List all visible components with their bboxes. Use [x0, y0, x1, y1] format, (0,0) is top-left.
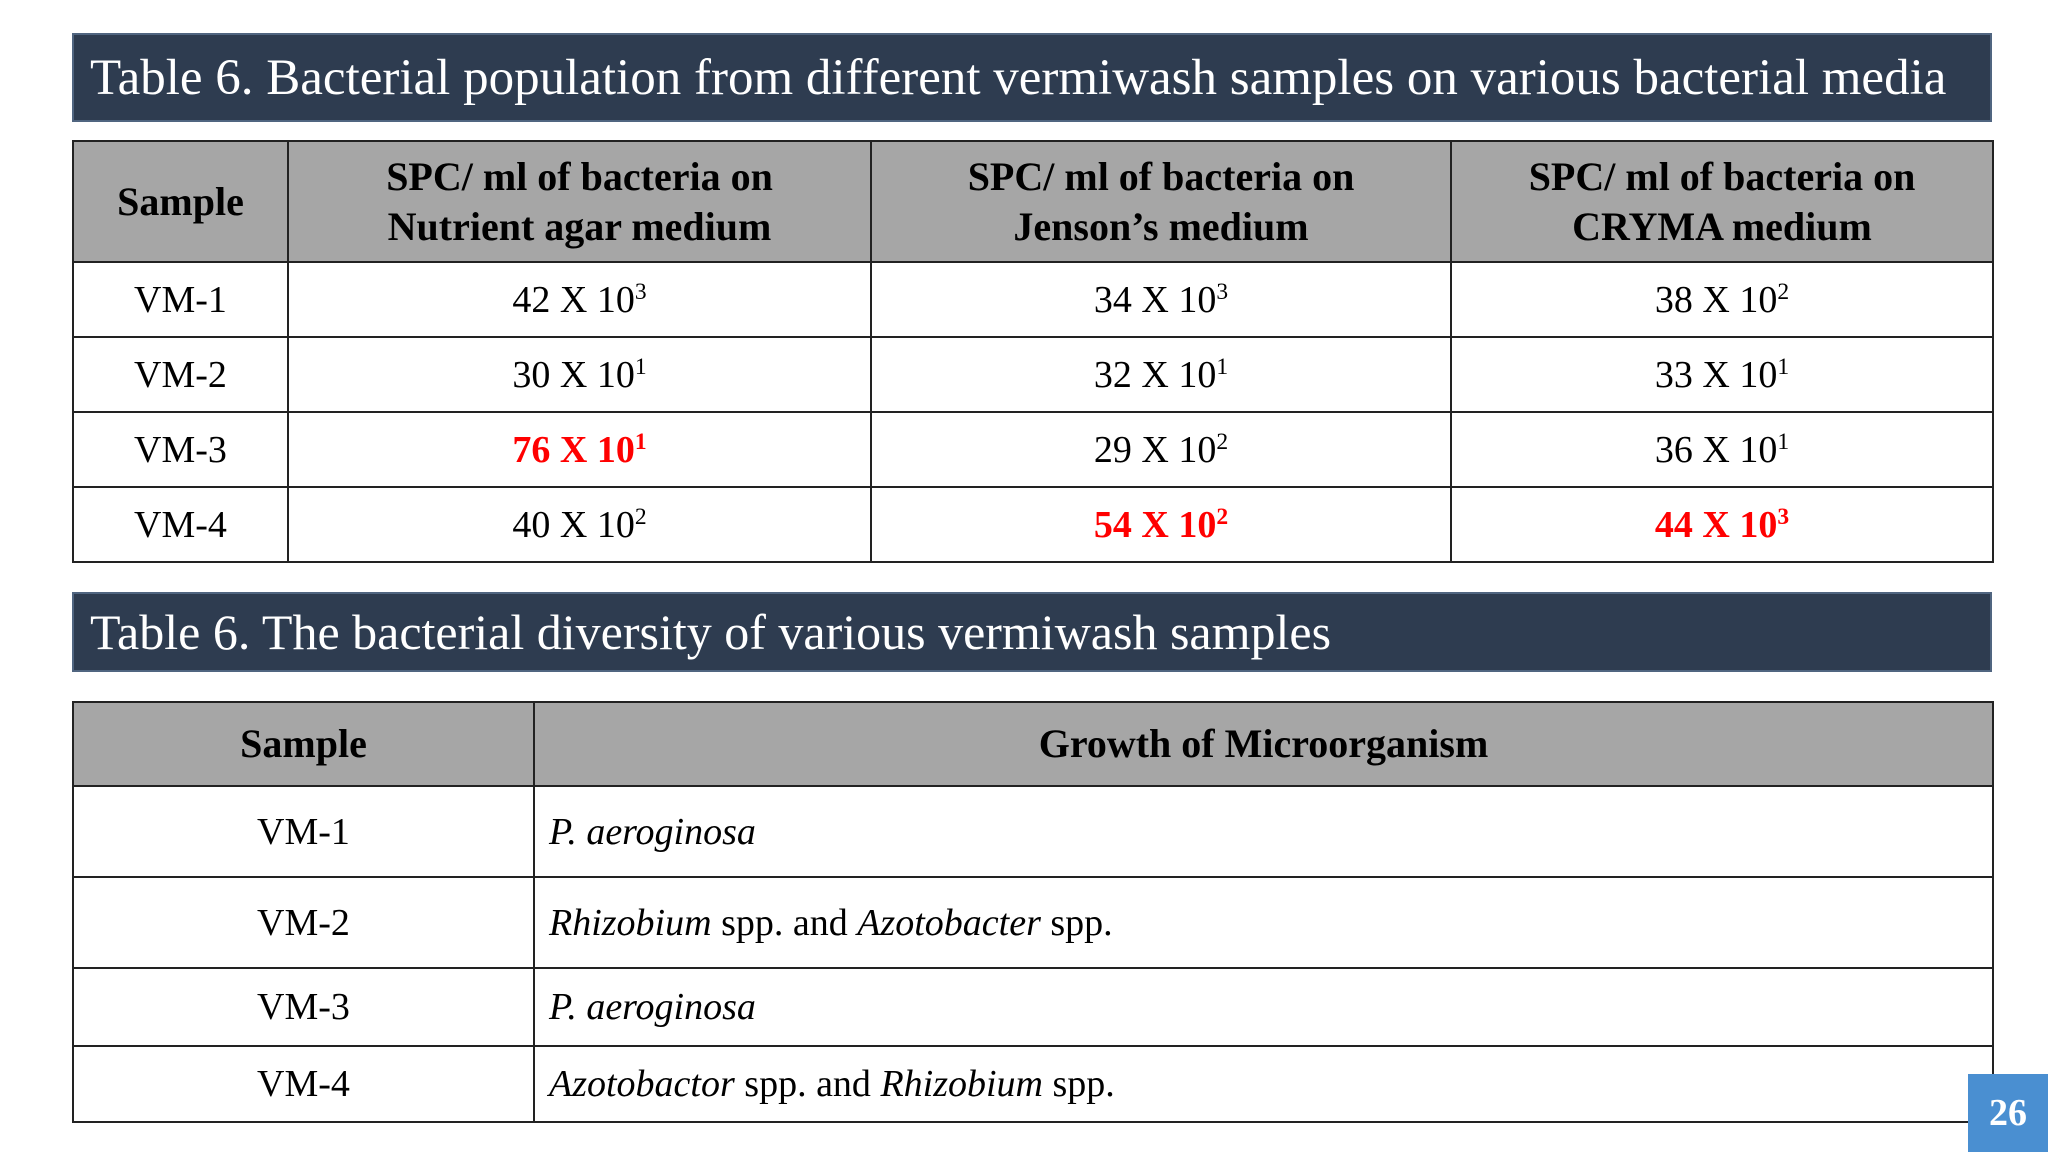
growth-cell [534, 1046, 1993, 1122]
page-number-badge: 26 [1968, 1074, 2048, 1152]
spc-base: 42 X 10 [512, 278, 635, 321]
sample-cell: VM-1 [73, 262, 288, 337]
sample-cell: VM-4 [73, 1046, 534, 1122]
bacterial-diversity-table [72, 701, 1994, 1123]
table2-title: Table 6. The bacterial diversity of various vermiwash samples [72, 592, 1992, 672]
spc-exponent: 2 [1216, 503, 1229, 530]
organism-name: P. aeroginosa [549, 810, 756, 853]
spc-exponent: 1 [1777, 353, 1790, 380]
spc-exponent: 3 [1777, 503, 1790, 530]
table-row [73, 786, 1993, 877]
spc-exponent: 1 [634, 428, 647, 455]
spc-value-cell [288, 262, 871, 337]
table-row [73, 412, 1993, 487]
spc-value-cell [1451, 487, 1993, 562]
spc-base: 30 X 10 [512, 353, 635, 396]
growth-text: spp. and [711, 901, 858, 944]
spc-exponent: 2 [1216, 428, 1229, 455]
spc-value-cell [288, 412, 871, 487]
growth-cell [534, 786, 1993, 877]
spc-exponent: 1 [634, 353, 647, 380]
spc-value-cell [1451, 262, 1993, 337]
spc-base: 33 X 10 [1654, 353, 1778, 396]
sample-cell: VM-1 [73, 786, 534, 877]
sample-cell: VM-2 [73, 877, 534, 968]
table-row [73, 262, 1993, 337]
sample-cell: VM-3 [73, 412, 288, 487]
table-row [73, 337, 1993, 412]
table2-header-row [73, 702, 1993, 786]
header-sample: Sample [73, 702, 534, 786]
table-row [73, 968, 1993, 1046]
sample-cell: VM-3 [73, 968, 534, 1046]
table1-header-row [73, 141, 1993, 262]
table-row [73, 487, 1993, 562]
spc-exponent: 2 [634, 503, 647, 530]
spc-base: 38 X 10 [1654, 278, 1778, 321]
spc-value-cell [288, 487, 871, 562]
growth-text: spp. and [734, 1063, 881, 1105]
bacterial-population-table [72, 140, 1994, 563]
spc-value-cell [871, 487, 1451, 562]
spc-exponent: 3 [1216, 278, 1229, 305]
growth-cell [534, 877, 1993, 968]
spc-exponent: 1 [1777, 428, 1790, 455]
header-nutrient-agar: SPC/ ml of bacteria on Nutrient agar medium [288, 141, 871, 262]
sample-cell: VM-4 [73, 487, 288, 562]
organism-name: Azotobactor [549, 1063, 735, 1105]
spc-base: 32 X 10 [1093, 353, 1217, 396]
header-cryma: SPC/ ml of bacteria on CRYMA medium [1451, 141, 1993, 262]
growth-text: spp. [1040, 901, 1113, 944]
spc-exponent: 2 [1777, 278, 1790, 305]
table-row [73, 877, 1993, 968]
table-row [73, 1046, 1993, 1122]
organism-name: Rhizobium [549, 901, 712, 944]
table1-title: Table 6. Bacterial population from different vermiwash samples on various bacterial media [72, 33, 1992, 122]
growth-text: spp. [1043, 1063, 1115, 1105]
organism-name: Rhizobium [880, 1063, 1043, 1105]
organism-name: Azotobacter [857, 901, 1041, 944]
spc-value-cell [1451, 337, 1993, 412]
spc-base: 54 X 10 [1093, 503, 1217, 546]
organism-name: P. aeroginosa [549, 986, 756, 1028]
spc-value-cell [871, 412, 1451, 487]
spc-base: 29 X 10 [1093, 428, 1217, 471]
spc-exponent: 3 [634, 278, 647, 305]
spc-exponent: 1 [1216, 353, 1229, 380]
spc-base: 34 X 10 [1093, 278, 1217, 321]
spc-base: 44 X 10 [1654, 503, 1778, 546]
spc-base: 40 X 10 [512, 503, 635, 546]
spc-value-cell [871, 262, 1451, 337]
header-sample: Sample [73, 141, 288, 262]
spc-base: 76 X 10 [512, 428, 635, 471]
header-growth: Growth of Microorganism [534, 702, 1993, 786]
sample-cell: VM-2 [73, 337, 288, 412]
spc-value-cell [871, 337, 1451, 412]
spc-value-cell [288, 337, 871, 412]
spc-value-cell [1451, 412, 1993, 487]
spc-base: 36 X 10 [1654, 428, 1778, 471]
header-jensons: SPC/ ml of bacteria on Jenson’s medium [871, 141, 1451, 262]
growth-cell [534, 968, 1993, 1046]
